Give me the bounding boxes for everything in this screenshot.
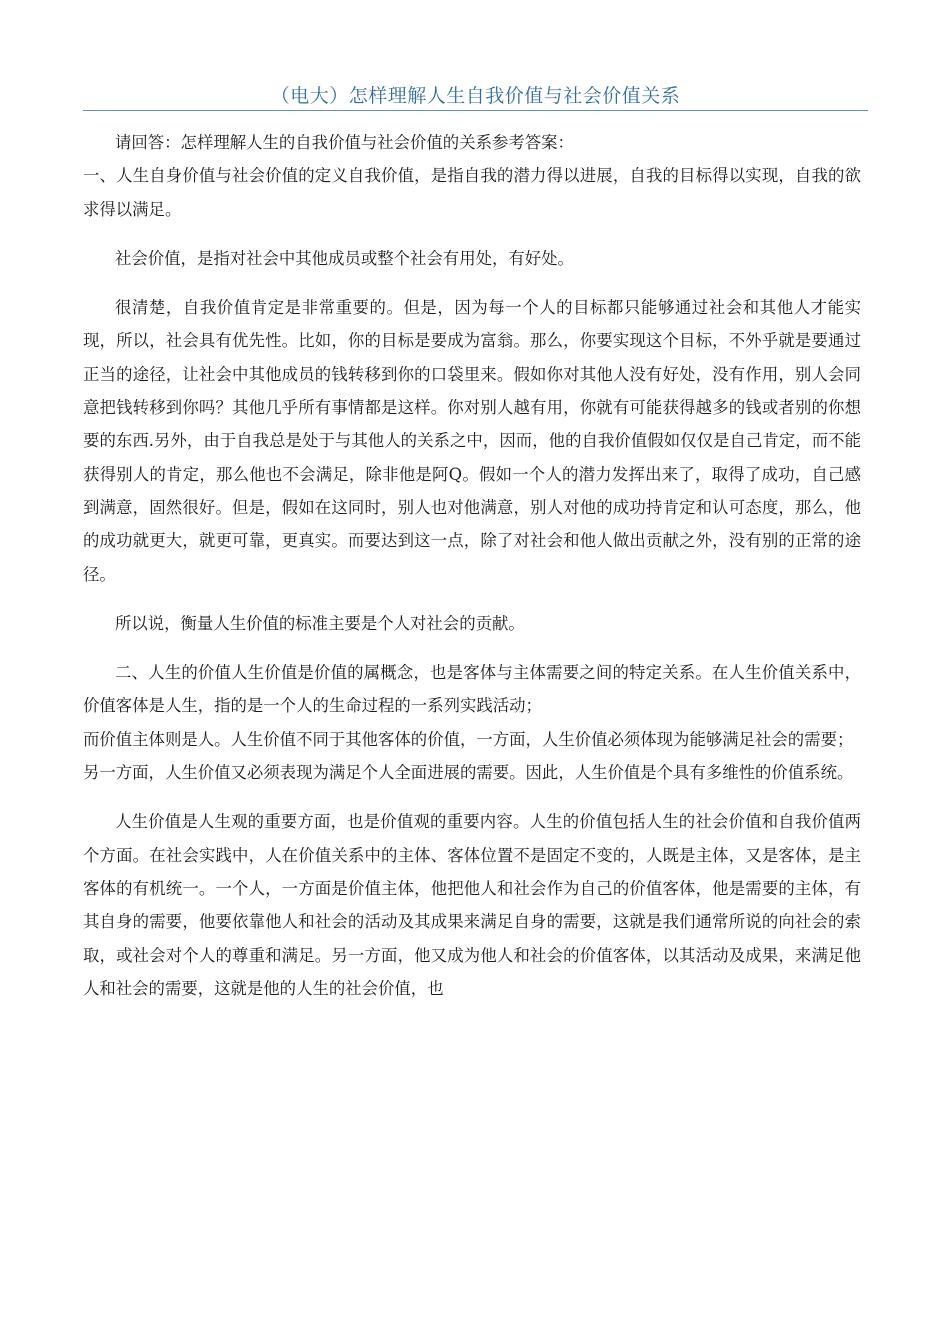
paragraph-definition-social-value: 社会价值，是指对社会中其他成员或整个社会有用处，有好处。 (115, 248, 574, 268)
paragraph-life-view: 人生价值是人生观的重要方面，也是价值观的重要内容。人生的价值包括人生的社会价值和自我价值两个方面。在社会实践中，人在价值关系中的主体、客体位置不是固定不变的，人既是主体，又是客体，是主客体的有机统一。一个人，一方面是价值主体，他把他人和社会作为自己的价值客体，他是需要的主体，有其自身的需要，他要依靠他人和社会的活动及其成果来满足自身的需要，这就是我们通常所说的向社会的索取，或社会对个人的尊重和满足。另一方面，他又成为他人和社会的价值客体，以其活动及成果，来满足他人和社会的需要，这就是他的人生的社会价值，也 (83, 812, 861, 998)
paragraph-question: 请回答：怎样理解人生的自我价值与社会价值的关系参考答案： (115, 133, 574, 152)
document-title: （电大）怎样理解人生自我价值与社会价值关系 (270, 85, 681, 107)
paragraph-definition-self-value: 一、人生自身价值与社会价值的定义自我价值，是指自我的潜力得以进展，自我的目标得以实现，自我的欲求得以满足。 (83, 166, 861, 219)
paragraph-value-system: 另一方面，人生价值又必须表现为满足个人全面进展的需要。因此，人生价值是个具有多维性的价值系统。 (83, 763, 854, 783)
paragraph-life-value-intro: 二、人生的价值人生价值是价值的属概念，也是客体与主体需要之间的特定关系。在人生价值关系中，价值客体是人生，指的是一个人的生命过程的一系列实践活动； (83, 663, 861, 716)
paragraph-standard: 所以说，衡量人生价值的标准主要是个人对社会的贡献。 (115, 613, 525, 633)
paragraph-value-subject: 而价值主体则是人。人生价值不同于其他客体的价值，一方面，人生价值必须体现为能够满足社会的需要； (83, 729, 854, 749)
paragraph-explanation: 很清楚，自我价值肯定是非常重要的。但是，因为每一个人的目标都只能够通过社会和其他人才能实现，所以，社会具有优先性。比如，你的目标是要成为富翁。那么，你要实现这个目标，不外乎就是要通过正当的途径，让社会中其他成员的钱转移到你的口袋里来。假如你对其他人没有好处，没有作用，别人会同意把钱转移到你吗？其他几乎所有事情都是这样。你对别人越有用，你就有可能获得越多的钱或者别的你想要的东西.另外，由于自我总是处于与其他人的关系之中，因而，他的自我价值假如仅仅是自己肯定，而不能获得别人的肯定，那么他也不会满足，除非他是阿Q。假如一个人的潜力发挥出来了，取得了成功，自己感到满意，固然很好。但是，假如在这同时，别人也对他满意，别人对他的成功持肯定和认可态度，那么，他的成功就更大，就更可靠，更真实。而要达到这一点，除了对社会和他人做出贡献之外，没有别的正常的途径。 (83, 298, 861, 584)
title-divider (83, 110, 868, 111)
document-body (83, 126, 861, 1005)
